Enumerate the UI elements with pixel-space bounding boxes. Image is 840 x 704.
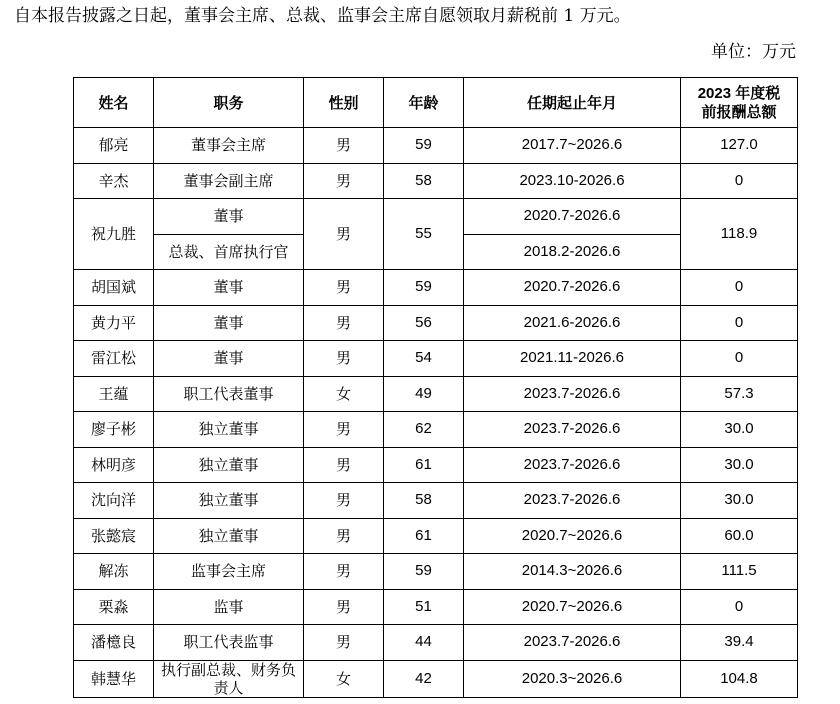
table-row (74, 128, 798, 164)
cell-name: 雷江松 (74, 341, 154, 377)
cell-name: 沈向洋 (74, 483, 154, 519)
cell-compensation: 0 (681, 270, 798, 306)
table-row (74, 376, 798, 412)
table-row (74, 483, 798, 519)
cell-position: 独立董事 (154, 447, 304, 483)
cell-gender: 男 (304, 199, 384, 270)
cell-gender: 男 (304, 554, 384, 590)
cell-name: 郁亮 (74, 128, 154, 164)
cell-compensation: 0 (681, 589, 798, 625)
cell-age: 42 (384, 660, 464, 697)
cell-name: 王蕴 (74, 376, 154, 412)
cell-position: 独立董事 (154, 483, 304, 519)
cell-term: 2020.7-2026.6 (464, 270, 681, 306)
cell-age: 61 (384, 447, 464, 483)
cell-term: 2017.7~2026.6 (464, 128, 681, 164)
cell-gender: 女 (304, 660, 384, 697)
cell-compensation: 39.4 (681, 625, 798, 661)
cell-age: 59 (384, 128, 464, 164)
cell-name: 韩慧华 (74, 660, 154, 697)
table-row (74, 518, 798, 554)
cell-compensation: 127.0 (681, 128, 798, 164)
cell-gender: 男 (304, 163, 384, 199)
header-compensation-line2: 前报酬总额 (701, 103, 777, 121)
cell-term: 2023.7-2026.6 (464, 483, 681, 519)
cell-age: 44 (384, 625, 464, 661)
cell-age: 59 (384, 554, 464, 590)
cell-gender: 男 (304, 305, 384, 341)
cell-name: 解冻 (74, 554, 154, 590)
header-term: 任期起止年月 (464, 78, 681, 128)
table-row (74, 660, 798, 697)
cell-gender: 男 (304, 412, 384, 448)
cell-compensation: 104.8 (681, 660, 798, 697)
cell-gender: 男 (304, 270, 384, 306)
cell-term: 2020.7-2026.6 (464, 199, 681, 235)
cell-gender: 男 (304, 447, 384, 483)
cell-position: 独立董事 (154, 412, 304, 448)
cell-name: 潘檍良 (74, 625, 154, 661)
cell-term: 2020.7~2026.6 (464, 518, 681, 554)
cell-gender: 男 (304, 483, 384, 519)
cell-term: 2023.7-2026.6 (464, 447, 681, 483)
table-row (74, 341, 798, 377)
cell-term: 2023.7-2026.6 (464, 376, 681, 412)
cell-age: 54 (384, 341, 464, 377)
cell-position: 董事 (154, 341, 304, 377)
cell-compensation: 30.0 (681, 447, 798, 483)
cell-name: 张懿宸 (74, 518, 154, 554)
table-row (74, 305, 798, 341)
cell-position: 职工代表董事 (154, 376, 304, 412)
cell-position: 董事 (154, 305, 304, 341)
cell-name: 胡国斌 (74, 270, 154, 306)
cell-age: 59 (384, 270, 464, 306)
cell-compensation: 118.9 (681, 199, 798, 270)
table-row (74, 625, 798, 661)
cell-compensation: 111.5 (681, 554, 798, 590)
cell-position: 董事 (154, 199, 304, 235)
cell-age: 62 (384, 412, 464, 448)
cell-term: 2020.3~2026.6 (464, 660, 681, 697)
cell-position: 总裁、首席执行官 (154, 234, 304, 270)
cell-position: 监事会主席 (154, 554, 304, 590)
cell-gender: 男 (304, 518, 384, 554)
cell-name: 栗淼 (74, 589, 154, 625)
cell-name: 黄力平 (74, 305, 154, 341)
cell-name: 祝九胜 (74, 199, 154, 270)
cell-gender: 男 (304, 589, 384, 625)
header-age: 年龄 (384, 78, 464, 128)
cell-term: 2023.10-2026.6 (464, 163, 681, 199)
cell-term: 2018.2-2026.6 (464, 234, 681, 270)
cell-name: 廖子彬 (74, 412, 154, 448)
cell-term: 2021.11-2026.6 (464, 341, 681, 377)
cell-position: 董事 (154, 270, 304, 306)
intro-paragraph: 自本报告披露之日起，董事会主席、总裁、监事会主席自愿领取月薪税前 1 万元。 (14, 6, 631, 26)
cell-position: 执行副总裁、财务负责人 (154, 660, 304, 697)
cell-gender: 男 (304, 341, 384, 377)
table-row (74, 270, 798, 306)
table-row (74, 412, 798, 448)
cell-name: 林明彦 (74, 447, 154, 483)
table-row (74, 163, 798, 199)
cell-gender: 女 (304, 376, 384, 412)
cell-term: 2014.3~2026.6 (464, 554, 681, 590)
cell-age: 55 (384, 199, 464, 270)
cell-term: 2023.7-2026.6 (464, 625, 681, 661)
cell-compensation: 57.3 (681, 376, 798, 412)
cell-gender: 男 (304, 128, 384, 164)
cell-compensation: 0 (681, 341, 798, 377)
cell-compensation: 60.0 (681, 518, 798, 554)
cell-position: 董事会主席 (154, 128, 304, 164)
cell-compensation: 30.0 (681, 483, 798, 519)
table-row (74, 199, 798, 235)
cell-age: 49 (384, 376, 464, 412)
header-row (74, 78, 798, 128)
header-compensation (681, 78, 798, 128)
cell-term: 2023.7-2026.6 (464, 412, 681, 448)
cell-age: 56 (384, 305, 464, 341)
unit-label: 单位：万元 (711, 42, 796, 62)
compensation-table (73, 77, 798, 698)
cell-compensation: 0 (681, 305, 798, 341)
header-gender: 性别 (304, 78, 384, 128)
table-row (74, 554, 798, 590)
cell-term: 2021.6-2026.6 (464, 305, 681, 341)
cell-compensation: 0 (681, 163, 798, 199)
cell-position: 董事会副主席 (154, 163, 304, 199)
cell-term: 2020.7~2026.6 (464, 589, 681, 625)
cell-age: 51 (384, 589, 464, 625)
cell-name: 辛杰 (74, 163, 154, 199)
cell-position: 监事 (154, 589, 304, 625)
cell-position: 职工代表监事 (154, 625, 304, 661)
cell-age: 58 (384, 483, 464, 519)
header-position: 职务 (154, 78, 304, 128)
cell-gender: 男 (304, 625, 384, 661)
table-row (74, 447, 798, 483)
cell-position: 独立董事 (154, 518, 304, 554)
cell-age: 58 (384, 163, 464, 199)
table-row (74, 589, 798, 625)
cell-age: 61 (384, 518, 464, 554)
header-name: 姓名 (74, 78, 154, 128)
header-compensation-line1: 2023 年度税 (697, 84, 781, 102)
cell-compensation: 30.0 (681, 412, 798, 448)
